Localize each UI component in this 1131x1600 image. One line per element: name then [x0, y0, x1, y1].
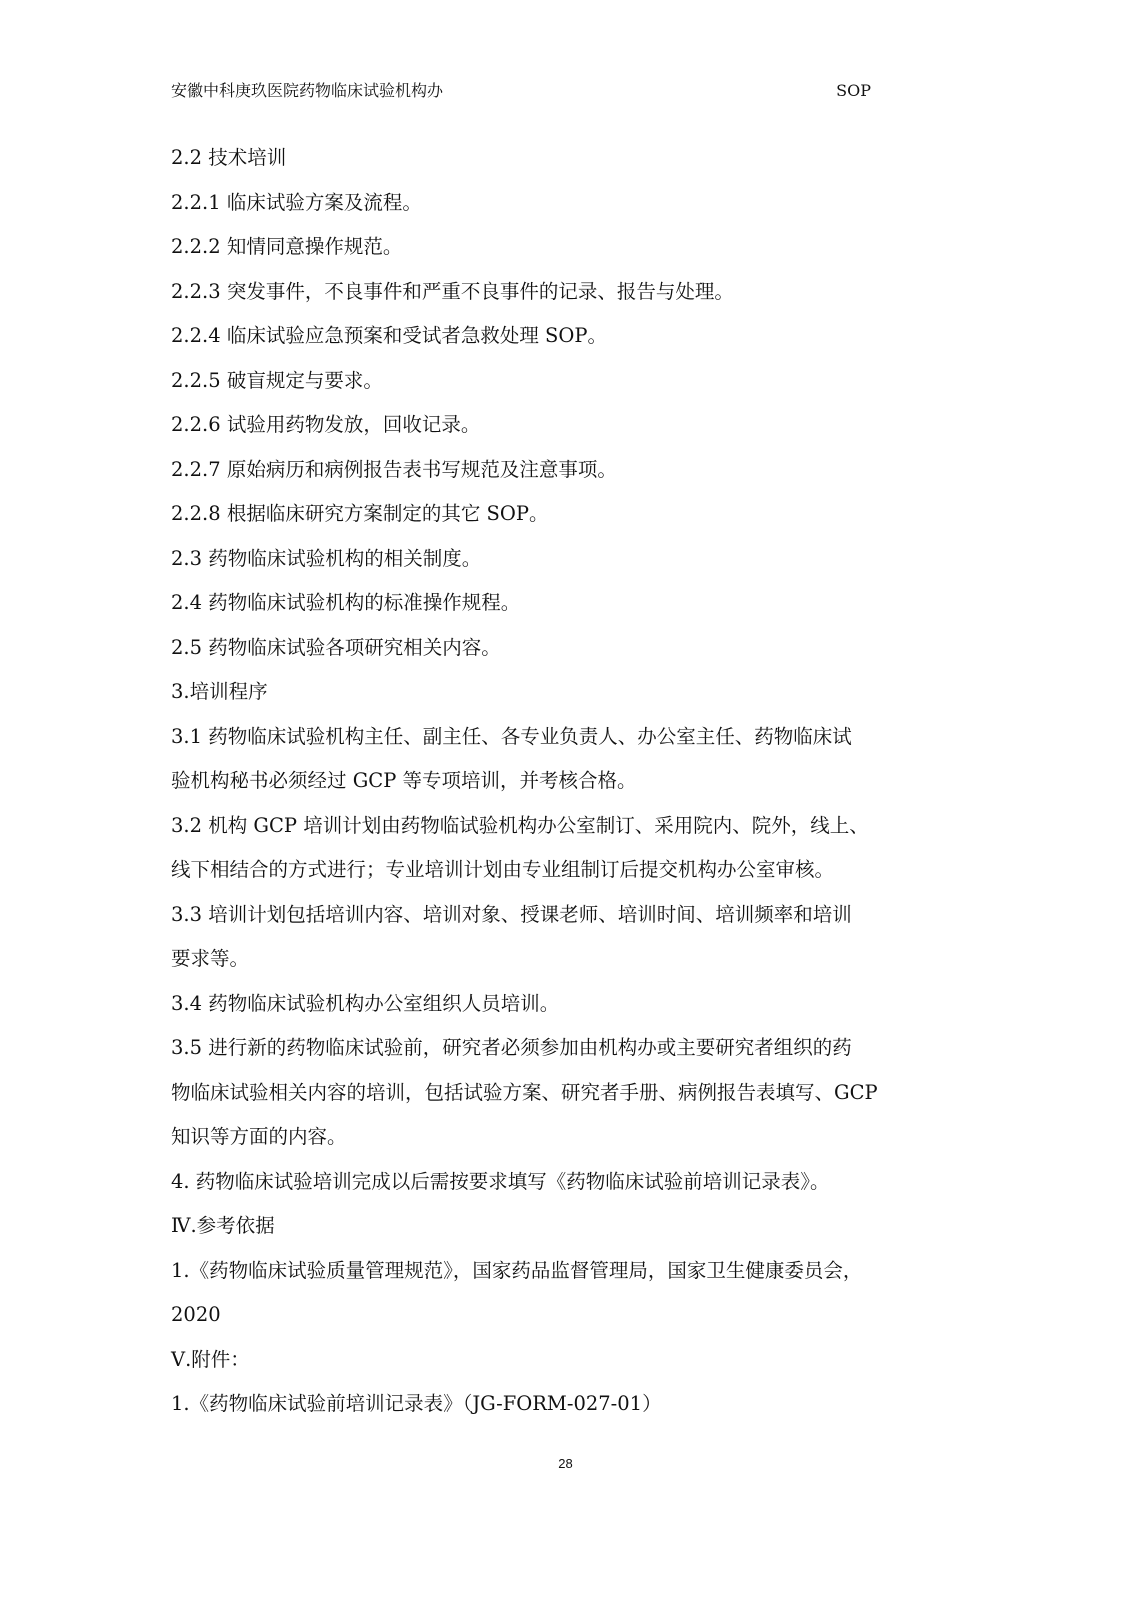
paragraph-line: 3.1 药物临床试验机构主任、副主任、各专业负责人、办公室主任、药物临床试: [171, 724, 852, 748]
attachment-item: 1.《药物临床试验前培训记录表》（JG-FORM-027-01）: [171, 1392, 662, 1415]
header-doc-type: SOP: [836, 81, 871, 100]
reference-item: 2020: [171, 1303, 221, 1326]
paragraph-line: 3.4 药物临床试验机构办公室组织人员培训。: [171, 991, 560, 1015]
paragraph-line: 3.3 培训计划包括培训内容、培训对象、授课老师、培训时间、培训频率和培训: [171, 902, 852, 926]
header-title: 安徽中科庚玖医院药物临床试验机构办: [171, 81, 444, 100]
paragraph-line: 2.4 药物临床试验机构的标准操作规程。: [171, 591, 521, 614]
paragraph-line: 4. 药物临床试验培训完成以后需按要求填写《药物临床试验前培训记录表》。: [171, 1169, 830, 1193]
paragraph-line: 3.2 机构 GCP 培训计划由药物临试验机构办公室制订、采用院内、院外，线上、: [171, 813, 869, 837]
paragraph-line: 线下相结合的方式进行；专业培训计划由专业组制订后提交机构办公室审核。: [171, 858, 835, 881]
paragraph-line: 2.2.2 知情同意操作规范。: [171, 235, 403, 258]
paragraph-line: 2.2.6 试验用药物发放，回收记录。: [171, 413, 481, 436]
document-body: [171, 136, 961, 1427]
paragraph-line: 2.5 药物临床试验各项研究相关内容。: [171, 635, 501, 659]
paragraph-line: 2.2.7 原始病历和病例报告表书写规范及注意事项。: [171, 457, 617, 481]
heading-references: Ⅳ.参考依据: [171, 1214, 275, 1237]
heading-attachments: Ⅴ.附件：: [171, 1347, 250, 1371]
paragraph-line: 3.5 进行新的药物临床试验前，研究者必须参加由机构办或主要研究者组织的药: [171, 1036, 852, 1059]
reference-item: 1.《药物临床试验质量管理规范》，国家药品监督管理局，国家卫生健康委员会，: [171, 1258, 863, 1282]
paragraph-line: 物临床试验相关内容的培训，包括试验方案、研究者手册、病例报告表填写、GCP: [171, 1080, 878, 1104]
paragraph-line: 2.3 药物临床试验机构的相关制度。: [171, 546, 482, 570]
paragraph-line: 2.2.3 突发事件，不良事件和严重不良事件的记录、报告与处理。: [171, 279, 734, 303]
page-header: [171, 80, 871, 102]
paragraph-line: 2.2.4 临床试验应急预案和受试者急救处理 SOP。: [171, 324, 607, 347]
paragraph-line: 2.2.1 临床试验方案及流程。: [171, 190, 422, 214]
page-number: 28: [558, 1456, 573, 1471]
paragraph-line: 2.2.5 破盲规定与要求。: [171, 368, 383, 392]
heading-3: 3.培训程序: [171, 680, 268, 703]
paragraph-line: 验机构秘书必须经过 GCP 等专项培训，并考核合格。: [171, 769, 637, 792]
paragraph-line: 要求等。: [171, 947, 250, 970]
paragraph-line: 知识等方面的内容。: [171, 1125, 347, 1148]
paragraph-line: 2.2.8 根据临床研究方案制定的其它 SOP。: [171, 502, 549, 525]
heading-2-2: 2.2 技术培训: [171, 146, 287, 169]
